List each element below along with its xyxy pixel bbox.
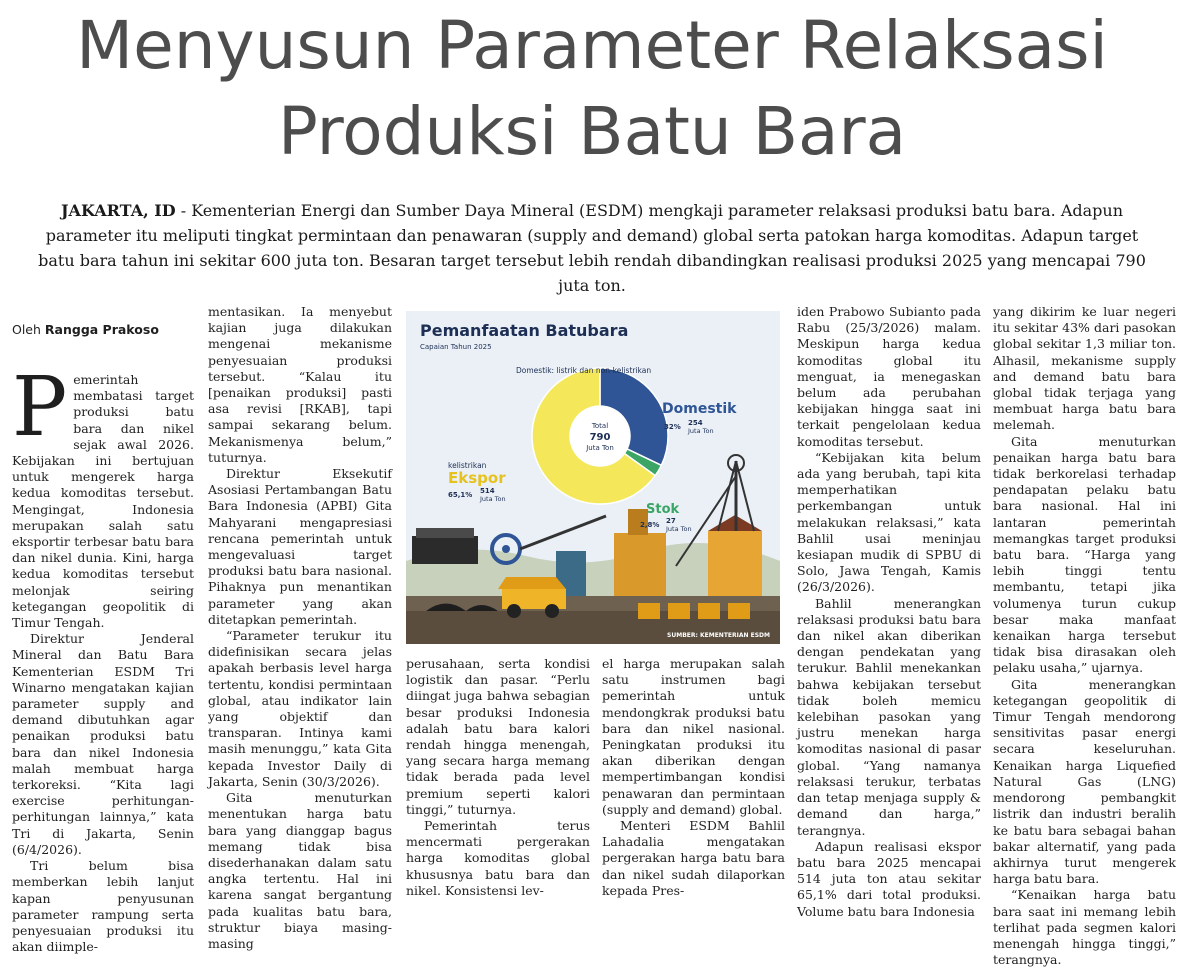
ekspor-label: Ekspor	[448, 469, 506, 487]
donut-center-label: Total	[591, 422, 609, 430]
warehouse-building	[708, 531, 762, 596]
drop-cap: P	[12, 360, 68, 455]
paragraph: Pemerintah terus mencermati pergerakan harga komoditas global khususnya batu bara dan nikel. Konsistensi lev-	[406, 818, 590, 898]
paragraph: iden Prabowo Subianto pada Rabu (25/3/2026) malam. Meskipun harga kedua komoditas global itu menguat, ia menegaskan belum ada perubahan kebijakan hingga saat ini terkait pengelolaan kedua komoditas tersebut.	[797, 304, 981, 449]
column-4	[602, 656, 785, 898]
infographic	[406, 311, 780, 644]
mine-cart	[728, 603, 750, 619]
dump-truck-bed	[498, 577, 566, 589]
lead-location: JAKARTA, ID	[60, 201, 176, 220]
paragraph: yang dikirim ke luar negeri itu sekitar 43% dari pasokan global sekitar 1,3 miliar ton. Alhasil, mekanisme supply and demand batu bara global tidak terjaga yang membuat harga batu bara melemah.	[993, 304, 1176, 433]
ground-dark-shape	[406, 611, 780, 644]
column-6	[993, 304, 1176, 968]
headline-line-1: Menyusun Parameter Relaksasi	[76, 7, 1108, 84]
infographic-source: SUMBER: KEMENTERIAN ESDM	[667, 632, 770, 639]
ekspor-unit: Juta Ton	[480, 495, 506, 503]
wheel-hub	[502, 545, 510, 553]
mine-cart	[698, 603, 720, 619]
conveyor-machine	[412, 536, 478, 564]
paragraph: emerintah membatasi target produksi batu bara dan nikel sejak awal 2026. Kebijakan ini bertujuan untuk mengerek harga kedua komoditas tersebut. Mengingat, Indonesia merupakan salah satu eksportir terbesar batu bara dan nikel dunia. Kini, harga kedua komoditas tersebut melonjak seiring ketegangan geopolitik di Timur Tengah.	[12, 372, 194, 631]
donut-center-unit: Juta Ton	[586, 444, 614, 452]
domestik-value: 254	[688, 419, 703, 427]
truck-wheel	[545, 604, 559, 618]
infographic-illustration	[406, 311, 780, 644]
ekspor-prefix: kelistrikan	[448, 461, 487, 470]
infographic-subtitle: Capaian Tahun 2025	[420, 343, 492, 351]
ekspor-value: 514	[480, 487, 495, 495]
byline-author: Rangga Prakoso	[44, 322, 159, 337]
column-1	[12, 360, 194, 955]
column-5	[797, 304, 981, 919]
paragraph: Gita menerangkan ketegangan geopolitik di Timur Tengah mendorong sensitivitas pasar energi secara keseluruhan. Kenaikan harga Liquefied Natural Gas (LNG) mendorong pembangkit listrik dan industri beralih ke batu bara sebagai bahan bakar alternatif, yang pada akhirnya turut mengerek harga batu bara.	[993, 676, 1176, 887]
column-2	[208, 304, 392, 951]
headline-line-2: Produksi Batu Bara	[277, 93, 907, 170]
mine-cart	[638, 603, 660, 619]
lead-text: - Kementerian Energi dan Sumber Daya Mineral (ESDM) mengkaji parameter relaksasi produksi batu bara. Adapun parameter itu meliputi tingkat permintaan dan penawaran (supply and demand) global serta patokan harga komoditas. Adapun target batu bara tahun ini sekitar 600 juta ton. Besaran target tersebut lebih rendah dibandingkan realisasi produksi 2025 yang mencapai 790 juta ton.	[38, 201, 1146, 295]
paragraph: Adapun realisasi ekspor batu bara 2025 mencapai 514 juta ton atau sekitar 65,1% dari total produksi. Volume batu bara Indonesia	[797, 838, 981, 919]
stok-value: 27	[666, 517, 676, 525]
paragraph: mentasikan. Ia menyebut kajian juga dilakukan mengenai mekanisme penyesuaian produksi tersebut. “Kalau itu [penaikan produksi] pasti asa revisi [RKAB], tapi sampai sekarang belum. Mekanismenya belum,” tuturnya.	[208, 304, 392, 465]
domestik-unit: Juta Ton	[688, 427, 714, 435]
paragraph: “Kebijakan kita belum ada yang berubah, tapi kita memperhatikan perkembangan untuk melakukan relaksasi,” kata Bahlil usai meninjau kesiapan mudik di SPBU di Solo, Jawa Tengah, Kamis (26/3/2026).	[797, 449, 981, 595]
mine-cart	[668, 603, 690, 619]
conveyor-top	[416, 528, 474, 538]
paragraph: Tri belum bisa memberkan lebih lanjut kapan penyusunan parameter rampung serta penyesuaian produksi itu akan diimple-	[12, 858, 194, 955]
stok-label: Stok	[646, 502, 680, 517]
paragraph: el harga merupakan salah satu instrumen bagi pemerintah untuk mendongkrak produksi batu bara dan nikel nasional. Peningkatan produksi itu akan diberikan dengan mempertimbangan kondisi penawaran dan permintaan (supply and demand) global.	[602, 656, 785, 817]
paragraph: Bahlil menerangkan relaksasi produksi batu bara dan nikel akan diberikan dengan pendekatan yang terukur. Bahlil menekankan bahwa kebijakan tersebut tidak boleh memicu kelebihan pasokan yang justru menekan harga komoditas nasional di pasar global. “Yang namanya relaksasi terukur, terbatas dan tetap menjaga supply & demand dan harga,” terangnya.	[797, 595, 981, 838]
paragraph: Menteri ESDM Bahlil Lahadalia mengatakan pergerakan harga batu bara dan nikel sudah dilaporkan kepada Pres-	[602, 818, 785, 898]
infographic-title: Pemanfaatan Batubara	[420, 321, 629, 340]
column-3	[406, 656, 590, 898]
paragraph: Direktur Jenderal Mineral dan Batu Bara Kementerian ESDM Tri Winarno mengatakan kajian parameter supply and demand dibutuhkan agar penaikan produksi batu bara dan nikel Indonesia malah membuat harga terkoreksi. “Kita lagi exercise perhitungan-perhitungan lainnya,” kata Tri di Jakarta, Senin (6/4/2026).	[12, 631, 194, 857]
domestic-note: Domestik: listrik dan non-kelistrikan	[516, 366, 652, 375]
paragraph: Gita menuturkan penaikan harga batu bara tidak berkorelasi terhadap pendapatan pelaku batu bara nasional. Hal ini lantaran pemerintah memangkas target produksi batu bara. “Harga yang lebih tinggi tentu membantu, tetapi jika volumenya turun cukup besar maka manfaat kenaikan harga tersebut tidak bisa dirasakan oleh pelaku usaha,” ujarnya.	[993, 433, 1176, 676]
factory-building	[614, 533, 666, 596]
domestik-label: Domestik	[662, 401, 737, 417]
paragraph: “Kenaikan harga batu bara saat ini memang lebih terlihat pada segmen kalori menengah hingga tinggi,” terangnya.	[993, 887, 1176, 968]
byline-prefix: Oleh	[12, 322, 45, 337]
donut-center-value: 790	[589, 432, 611, 443]
paragraph: perusahaan, serta kondisi logistik dan pasar. “Perlu diingat juga bahwa sebagian besar produksi Indonesia adalah batu bara kalori rendah hingga menengah, yang secara harga memang tidak berada pada level premium seperti kalori tinggi,” tuturnya.	[406, 656, 590, 817]
paragraph: “Parameter terukur itu didefinisikan secara jelas apakah berbasis level harga tertentu, kondisi permintaan global, atau indikator lain yang objektif dan transparan. Intinya kami masih menunggu,” kata Gita kepada Investor Daily di Jakarta, Senin (30/3/2026).	[208, 628, 392, 789]
stok-unit: Juta Ton	[666, 525, 692, 533]
stok-pct: 2,8%	[640, 521, 660, 529]
truck-wheel	[507, 604, 521, 618]
paragraph: Direktur Eksekutif Asosiasi Pertambangan Batu Bara Indonesia (APBI) Gita Mahyarani mengapresiasi rencana pemerintah untuk mengevaluasi target produksi batu bara nasional. Pihaknya pun menantikan parameter yang akan ditetapkan pemerintah.	[208, 466, 392, 627]
lead-paragraph	[30, 198, 1154, 298]
byline	[12, 322, 159, 337]
ekspor-pct: 65,1%	[448, 491, 473, 499]
domestik-pct: 32%	[664, 423, 681, 431]
paragraph: Gita menuturkan menentukan harga batu bara yang dianggap bagus memang tidak bisa disederhanakan dalam satu angka tertentu. Hal ini karena sangat bergantung pada kualitas batu bara, struktur biaya masing-masing	[208, 790, 392, 951]
